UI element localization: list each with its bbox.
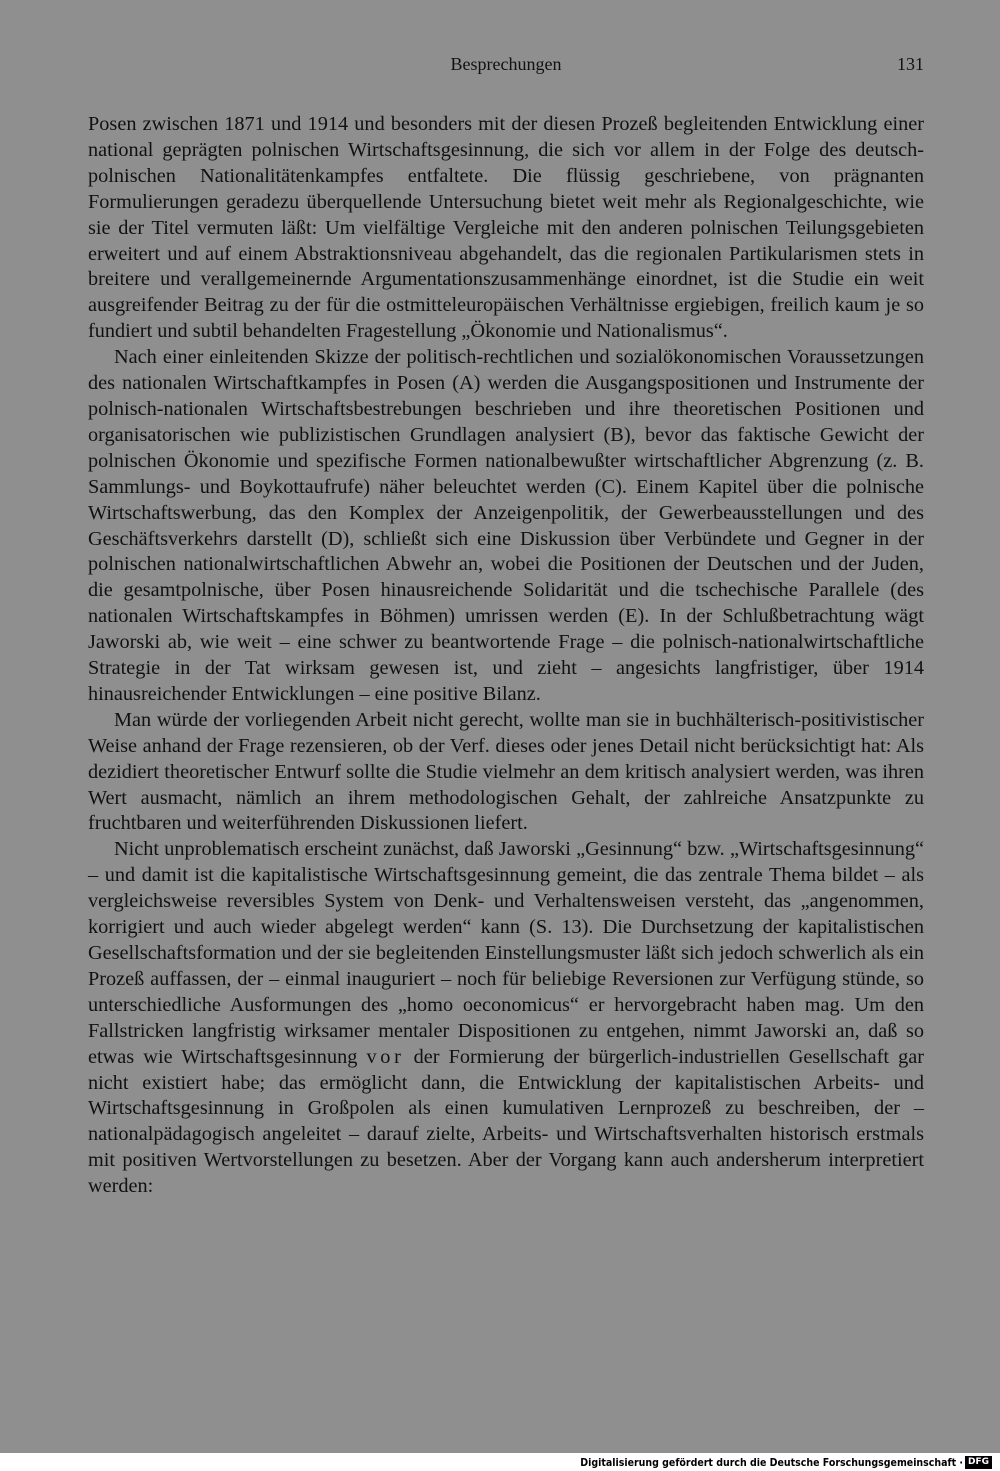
- digitization-footer: [580, 1454, 992, 1471]
- paragraph-1: Posen zwischen 1871 und 1914 und besonders mit der diesen Prozeß begleitenden Entwicklung einer national geprägten polnischen Wirtschaftsgesinnung, die sich vor allem in der Folge des deutsch-polnischen Nationalitätenkampfes entfaltete. Die flüssig geschriebene, von prägnanten Formulierungen geradezu überquellende Untersuchung bietet weit mehr als Regionalgeschichte, wie sie der Titel vermuten läßt: Um vielfältige Vergleiche mit den anderen polnischen Teilungsgebieten erweitert und auf einem Abstraktionsniveau abgehandelt, das die regionalen Partikularismen stets in breitere und verallgemeinernde Argumentationszusammenhänge einordnet, ist die Studie ein weit ausgreifender Beitrag zu der für die ostmitteleuropäischen Verhältnisse ergiebigen, freilich kaum je so fundiert und subtil behandelten Fragestellung „Ökonomie und Nationalismus“.: [88, 113, 924, 343]
- emphasized-word: vor: [366, 1045, 405, 1068]
- paragraph-4: [88, 837, 924, 1200]
- body-text: [88, 112, 924, 1200]
- page-number: 131: [897, 54, 924, 74]
- dfg-logo: DFG: [965, 1456, 992, 1469]
- running-head-title: Besprechungen: [450, 54, 562, 74]
- paragraph-3: Man würde der vorliegenden Arbeit nicht gerecht, wollte man sie in buchhälterisch-positivistischer Weise anhand der Frage rezensieren, ob der Verf. dieses oder jenes Detail nicht berücksichtigt hat: Als dezidiert theoretischer Entwurf sollte die Studie vielmehr an dem kritisch analysiert werden, was ihren Wert ausmacht, nämlich an ihrem methodologischen Gehalt, der zahlreiche Ansatzpunkte zu fruchtbaren und weiterführenden Diskussionen liefert.: [88, 708, 924, 835]
- paragraph-4-text-start: Nicht unproblematisch erscheint zunächst, daß Jaworski „Gesinnung“ bzw. „Wirtschaftsgesinnung“ – und damit ist die kapitalistische Wirtschaftsgesinnung gemeint, die das zentrale Thema bildet – als vergleichsweise reversibles System von Denk- und Verhaltensweisen versteht, das „angenommen, korrigiert und auch wieder abgelegt werden“ kann (S. 13). Die Durchsetzung der kapitalistischen Gesellschaftsformation und der sie begleitenden Einstellungsmuster läßt sich jedoch schwerlich als ein Prozeß auffassen, der – einmal inauguriert – noch für beliebige Reversionen zur Verfügung stünde, so unterschiedliche Ausformungen des „homo oeconomicus“ er hervorgebracht haben mag. Um den Fallstricken langfristig wirksamer mentaler Dispositionen zu entgehen, nimmt Jaworski an, daß so etwas wie Wirtschaftsgesinnung: [88, 838, 924, 1068]
- paragraph-4-text-end: der Formierung der bürgerlich-industriellen Gesellschaft gar nicht existiert habe; das ermöglicht dann, die Entwicklung der kapitalistischen Arbeits- und Wirtschaftsgesinnung in Großpolen als einen kumulativen Lernprozeß zu beschreiben, der – nationalpädagogisch angeleitet – darauf zielte, Arbeits- und Wirtschaftsverhalten historisch erstmals mit positiven Wertvorstellungen zu besetzen. Aber der Vorgang kann auch andersherum interpretiert werden:: [88, 1045, 924, 1198]
- footer-credit: Digitalisierung gefördert durch die Deutsche Forschungsgemeinschaft ·: [580, 1456, 963, 1469]
- running-head: [88, 54, 924, 82]
- paragraph-2: Nach einer einleitenden Skizze der politisch-rechtlichen und sozialökonomischen Voraussetzungen des nationalen Wirtschaftkampfes in Posen (A) werden die Ausgangspositionen und Instrumente der polnisch-nationalen Wirtschaftsbestrebungen beschrieben und ihre theoretischen Positionen und organisatorischen wie publizistischen Grundlagen analysiert (B), bevor das faktische Gewicht der polnischen Ökonomie und spezifische Formen nationalbewußter wirtschaftlicher Abgrenzung (z. B. Sammlungs- und Boykottaufrufe) näher beleuchtet werden (C). Einem Kapitel über die polnische Wirtschaftswerbung, das den Komplex der Anzeigenpolitik, der Gewerbeausstellungen und des Geschäftsverkehrs darstellt (D), schließt sich eine Diskussion über Verbündete und Gegner in der polnischen nationalwirtschaftlichen Abwehr an, wobei die Positionen der Deutschen und der Juden, die gesamtpolnische, über Posen hinausreichende Solidarität und die tschechische Parallele (des nationalen Wirtschaftskampfes in Böhmen) umrissen werden (E). In der Schlußbetrachtung wägt Jaworski ab, wie weit – eine schwer zu beantwortende Frage – die polnisch-nationalwirtschaftliche Strategie in der Tat wirksam gewesen ist, und zieht – angesichts langfristiger, über 1914 hinausreichender Entwicklungen – eine positive Bilanz.: [88, 346, 924, 705]
